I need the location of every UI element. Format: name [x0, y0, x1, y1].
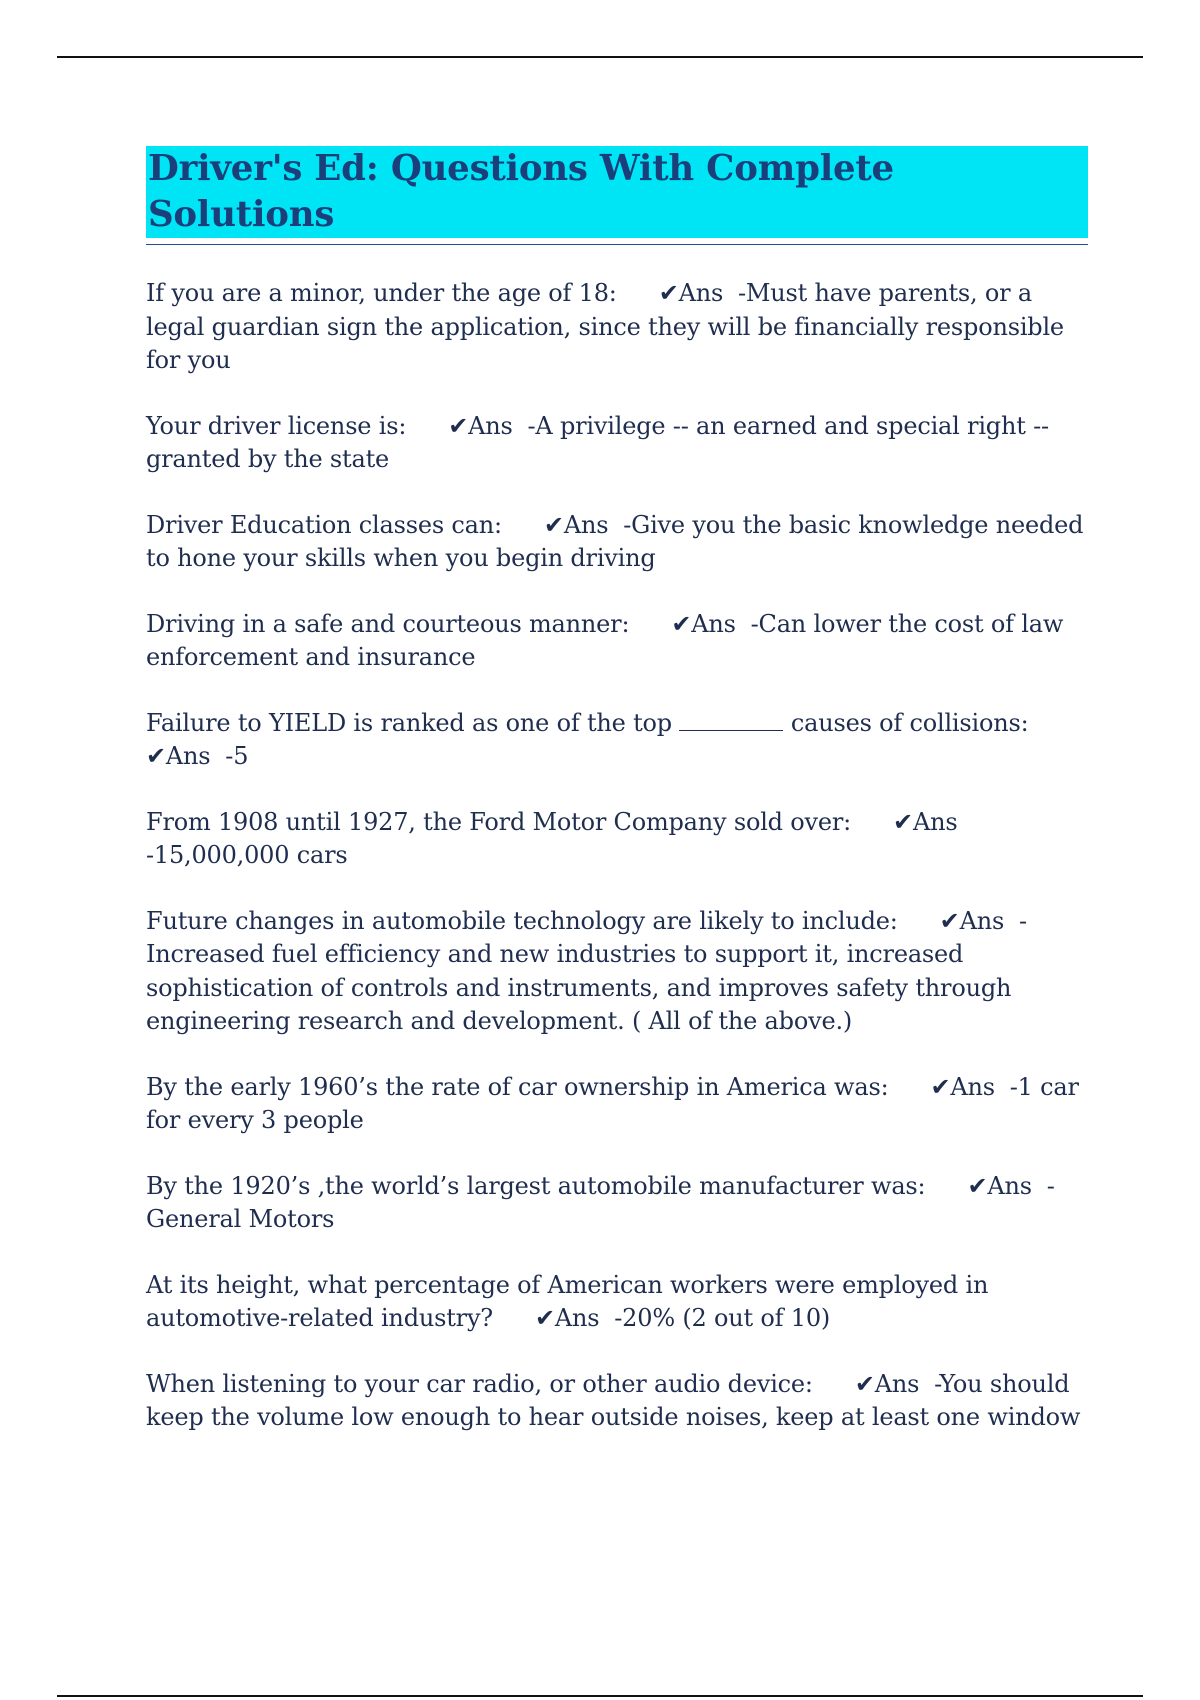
qa-item [146, 410, 1088, 477]
answer-text: -5 [225, 742, 249, 770]
qa-item [146, 509, 1088, 576]
qa-item [146, 277, 1088, 378]
answer-prefix: ✔Ans [854, 1369, 920, 1398]
page-title: Driver's Ed: Questions With Complete Solutions [146, 146, 1088, 238]
question-text: Future changes in automobile technology are likely to include: [146, 906, 898, 935]
answer-prefix: ✔Ans [939, 906, 1005, 935]
answer-prefix: ✔Ans [930, 1072, 995, 1101]
question-text: At its height, what percentage of American workers were employed in automotive-related industry? [146, 1270, 989, 1332]
answer-text: -Must have parents, or a legal guardian sign the application, since they will be financially responsible for you [146, 279, 1064, 374]
question-text: Failure to YIELD is ranked as one of the top [146, 708, 672, 737]
header-rule [57, 56, 1143, 58]
qa-item [146, 806, 1088, 873]
question-text: Your driver license is: [146, 411, 407, 440]
answer-text: -Can lower the cost of law enforcement and insurance [146, 609, 1064, 671]
question-text-end: causes of collisions: [790, 708, 1029, 737]
answer-prefix: ✔Ans [543, 510, 609, 539]
answer-prefix: ✔Ans [893, 807, 958, 836]
answer-prefix: ✔Ans [534, 1304, 600, 1332]
qa-item [146, 1269, 1088, 1336]
answer-text: -General Motors [146, 1171, 1055, 1233]
question-text: From 1908 until 1927, the Ford Motor Company sold over: [146, 807, 852, 836]
question-text: When listening to your car radio, or other audio device: [146, 1369, 813, 1398]
answer-text: -You should keep the volume low enough to hear outside noises, keep at least one window [146, 1369, 1081, 1431]
answer-text: -20% (2 out of 10) [614, 1304, 831, 1332]
qa-item [146, 1071, 1088, 1138]
answer-prefix: ✔Ans [658, 279, 724, 307]
qa-item [146, 905, 1088, 1039]
question-text: Driving in a safe and courteous manner: [146, 609, 630, 638]
title-block [146, 146, 1088, 245]
question-text: Driver Education classes can: [146, 510, 502, 539]
question-text: By the 1920’s ,the world’s largest automobile manufacturer was: [146, 1171, 926, 1200]
answer-text: -Give you the basic knowledge needed to hone your skills when you begin driving [146, 510, 1084, 572]
qa-item [146, 1368, 1088, 1435]
answer-prefix: ✔Ans [448, 411, 513, 440]
answer-prefix: ✔Ans [967, 1171, 1032, 1200]
answer-prefix: ✔Ans [146, 742, 211, 770]
answer-text: -Increased fuel efficiency and new industries to support it, increased sophistication of controls and instruments, and improves safety through engineering research and development. ( All of the above.) [146, 906, 1027, 1035]
question-text: By the early 1960’s the rate of car ownership in America was: [146, 1072, 889, 1101]
answer-prefix: ✔Ans [671, 609, 736, 638]
qa-item [146, 707, 1088, 774]
qa-item [146, 1170, 1088, 1237]
footer-rule [57, 1695, 1143, 1697]
fill-in-blank [679, 710, 783, 731]
qa-item [146, 608, 1088, 675]
answer-text: -1 car for every 3 people [146, 1072, 1079, 1134]
answer-text: -15,000,000 cars [146, 841, 348, 869]
question-text: If you are a minor, under the age of 18: [146, 279, 617, 307]
document-body [146, 146, 1088, 1467]
answer-text: -A privilege -- an earned and special right -- granted by the state [146, 411, 1049, 473]
